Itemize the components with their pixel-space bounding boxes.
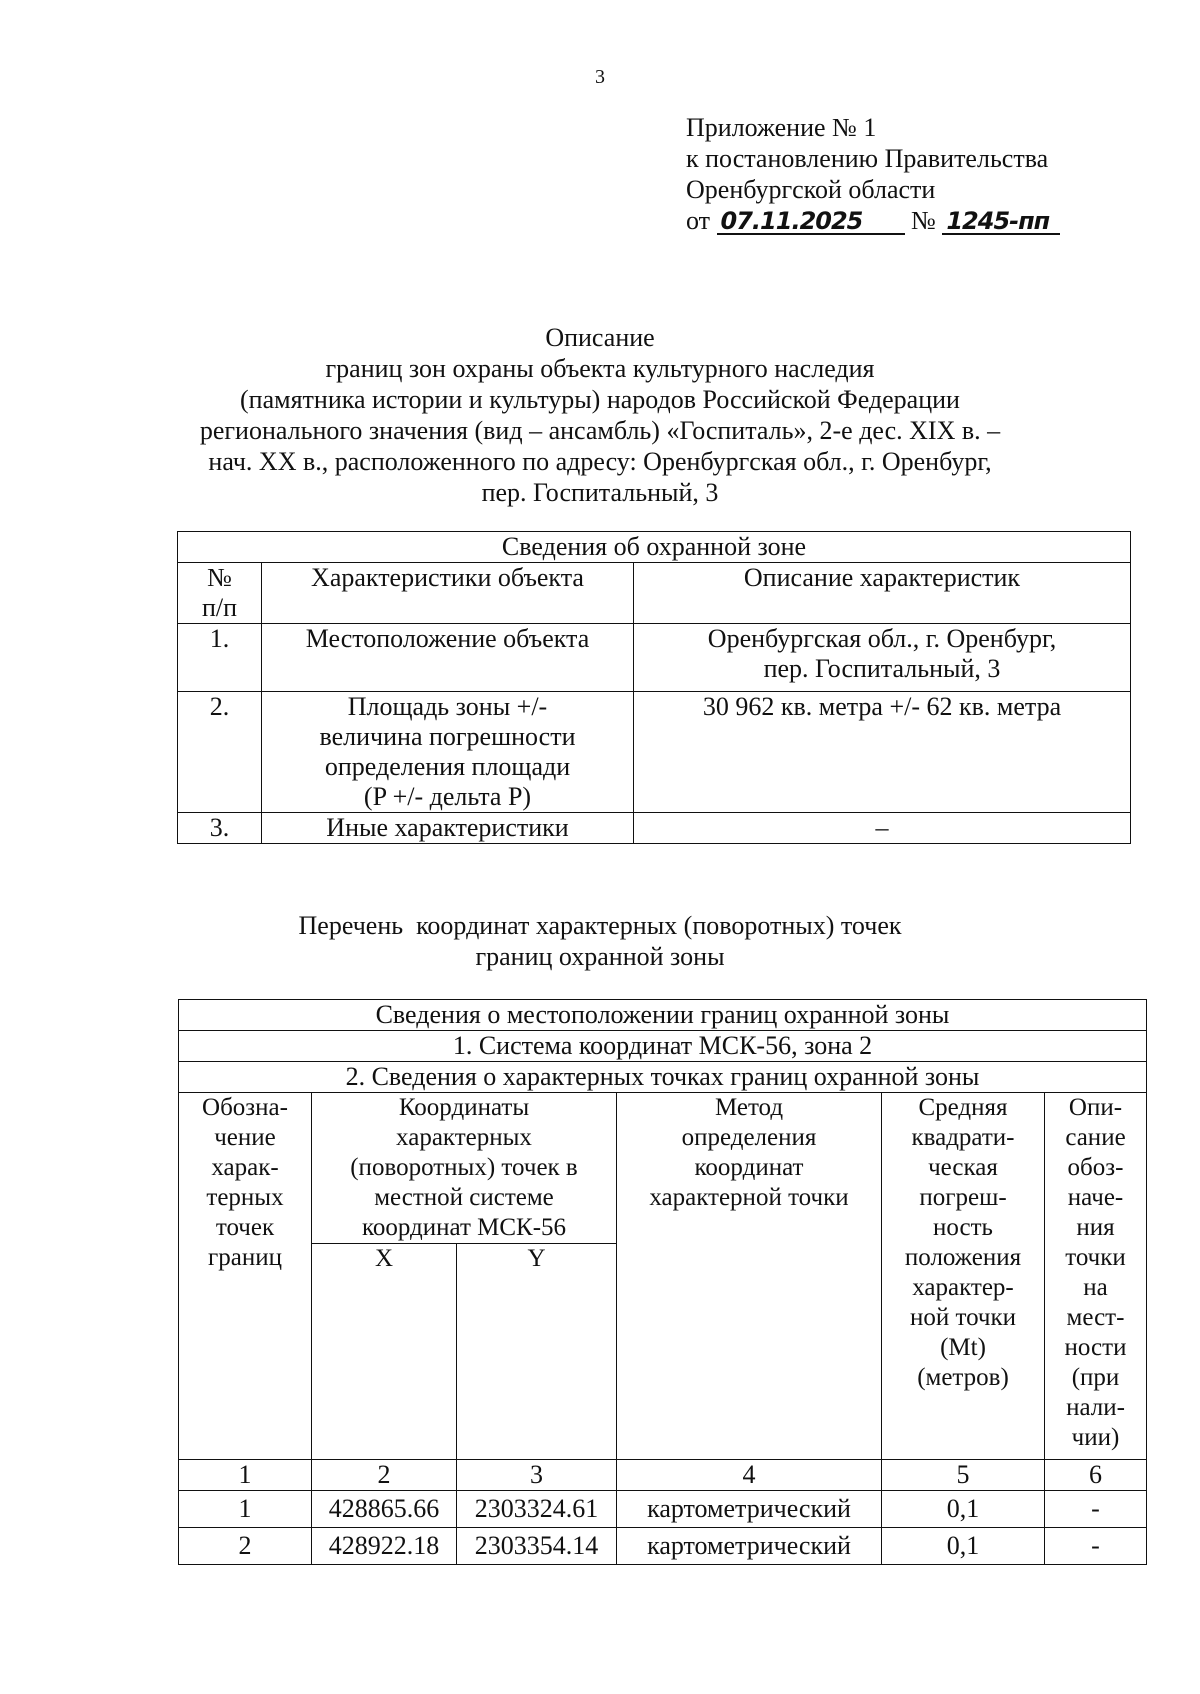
appendix-line-1: Приложение № 1 [686,113,877,142]
header-line: (метров) [917,1364,1009,1391]
row-value-line-1: Оренбургская обл., г. Оренбург, [707,624,1057,653]
row-value: 30 962 кв. метра +/- 62 кв. метра [634,692,1131,813]
row-name: Местоположение объекта [262,624,634,692]
row-value: – [634,813,1131,844]
table-row [178,692,1131,813]
row-name-line-2: величина погрешности [319,722,576,751]
header-line: (Mt) [940,1334,986,1361]
coords-caption-1: Сведения о местоположении границ охранной зоны [179,1000,1147,1031]
page-number: 3 [595,66,605,88]
header-line: координат МСК-56 [361,1214,567,1241]
header-line: характерных [396,1124,532,1151]
coordinates-table [178,999,1147,1565]
row-name-line-1: Площадь зоны +/- [347,692,548,721]
header-line: характерной точки [649,1184,849,1211]
method: картометрический [617,1528,882,1565]
header-line: (поворотных) точек в [350,1154,578,1181]
coord-x: 428922.18 [312,1528,457,1565]
handwritten-number: 1245-пп [942,209,1060,235]
column-number: 6 [1045,1460,1147,1491]
header-line: на [1083,1274,1108,1301]
row-name: Иные характеристики [262,813,634,844]
column-number: 5 [882,1460,1045,1491]
coords-header-row [179,1093,1147,1244]
from-label: от [686,206,711,235]
header-line: чии) [1071,1424,1120,1451]
row-num: 2. [178,692,262,813]
header-line: терных [206,1184,284,1211]
table-row [178,813,1131,844]
column-number: 3 [457,1460,617,1491]
header-line: харак- [211,1154,279,1181]
header-coordinates [312,1093,617,1244]
header-line: нали- [1066,1394,1125,1421]
header-line: обоз- [1067,1154,1124,1181]
header-characteristic: Характеристики объекта [262,563,634,624]
header-line: ческая [928,1154,998,1181]
header-line: координат [694,1154,804,1181]
zone-table-caption: Сведения об охранной зоне [178,532,1131,563]
row-name-line-4: (P +/- дельта P) [363,782,532,811]
row-name [262,692,634,813]
row-num: 3. [178,813,262,844]
header-line: сание [1065,1124,1126,1151]
header-line: квадрати- [911,1124,1015,1151]
column-number: 4 [617,1460,882,1491]
subtitle-line-2: границ охранной зоны [475,942,725,971]
title-line-1: Описание [545,323,655,352]
header-line: ной точки [909,1304,1017,1331]
appendix-date-line [686,205,1060,236]
title-line-3: (памятника истории и культуры) народов Российской Федерации [240,385,960,414]
header-error [882,1093,1045,1460]
point-id: 2 [179,1528,312,1565]
zone-info-table [177,531,1131,844]
error: 0,1 [882,1528,1045,1565]
method: картометрический [617,1491,882,1528]
zone-table-caption-row [178,532,1131,563]
appendix-header [686,112,1060,236]
document-title [150,322,1050,508]
header-point-description [1045,1093,1147,1460]
point-id: 1 [179,1491,312,1528]
header-method [617,1093,882,1460]
point-desc: - [1045,1528,1147,1565]
column-number: 2 [312,1460,457,1491]
title-line-2: границ зон охраны объекта культурного наследия [325,354,875,383]
row-num: 1. [178,624,262,692]
header-line: погреш- [919,1184,1007,1211]
coords-caption-2: 1. Система координат МСК-56, зона 2 [179,1031,1147,1062]
coords-caption-row-3 [179,1062,1147,1093]
row-value [634,624,1131,692]
error: 0,1 [882,1491,1045,1528]
header-line: (при [1071,1364,1120,1391]
handwritten-date: 07.11.2025 [717,209,905,235]
header-line: границ [208,1244,282,1271]
header-line: Координаты [398,1094,530,1121]
table-row [179,1528,1147,1565]
title-line-5: нач. XX в., расположенного по адресу: Оренбургская обл., г. Оренбург, [208,447,992,476]
header-line: Обозна- [202,1094,288,1121]
header-line: чение [214,1124,276,1151]
title-line-4: регионального значения (вид – ансамбль) «Госпиталь», 2-е дес. XIX в. – [199,416,1001,445]
header-x: X [312,1244,457,1460]
row-value-line-2: пер. Госпитальный, 3 [763,654,1001,683]
number-label: № [911,206,936,235]
header-line: Метод [714,1094,784,1121]
title-line-6: пер. Госпитальный, 3 [481,478,719,507]
table-row [179,1491,1147,1528]
column-number: 1 [179,1460,312,1491]
coords-subtitle [150,910,1050,972]
header-line: мест- [1066,1304,1125,1331]
header-line: Средняя [918,1094,1008,1121]
coords-caption-3: 2. Сведения о характерных точках границ охранной зоны [179,1062,1147,1093]
header-line: Опи- [1068,1094,1123,1121]
point-desc: - [1045,1491,1147,1528]
appendix-line-2: к постановлению Правительства [686,144,1049,173]
header-line: точки [1065,1244,1126,1271]
coord-x: 428865.66 [312,1491,457,1528]
coord-y: 2303354.14 [457,1528,617,1565]
subtitle-line-1: Перечень координат характерных (поворотных) точек [298,911,902,940]
header-line: местной системе [374,1184,554,1211]
coord-y: 2303324.61 [457,1491,617,1528]
header-num [178,563,262,624]
header-line: определения [681,1124,817,1151]
coords-column-numbers-row [179,1460,1147,1491]
header-line: наче- [1067,1184,1124,1211]
header-line: положения [904,1244,1022,1271]
header-line: ния [1076,1214,1115,1241]
header-line: характер- [912,1274,1014,1301]
header-line: точек [215,1214,275,1241]
coords-caption-row-2 [179,1031,1147,1062]
table-row [178,624,1131,692]
header-num-line-1: № [207,563,232,592]
header-y: Y [457,1244,617,1460]
header-description: Описание характеристик [634,563,1131,624]
header-num-line-2: п/п [201,593,238,622]
coords-caption-row-1 [179,1000,1147,1031]
header-line: ность [933,1214,993,1241]
zone-table-header-row [178,563,1131,624]
header-point-designation [179,1093,312,1460]
row-name-line-3: определения площади [324,752,571,781]
header-line: ности [1064,1334,1127,1361]
appendix-line-3: Оренбургской области [686,175,936,204]
